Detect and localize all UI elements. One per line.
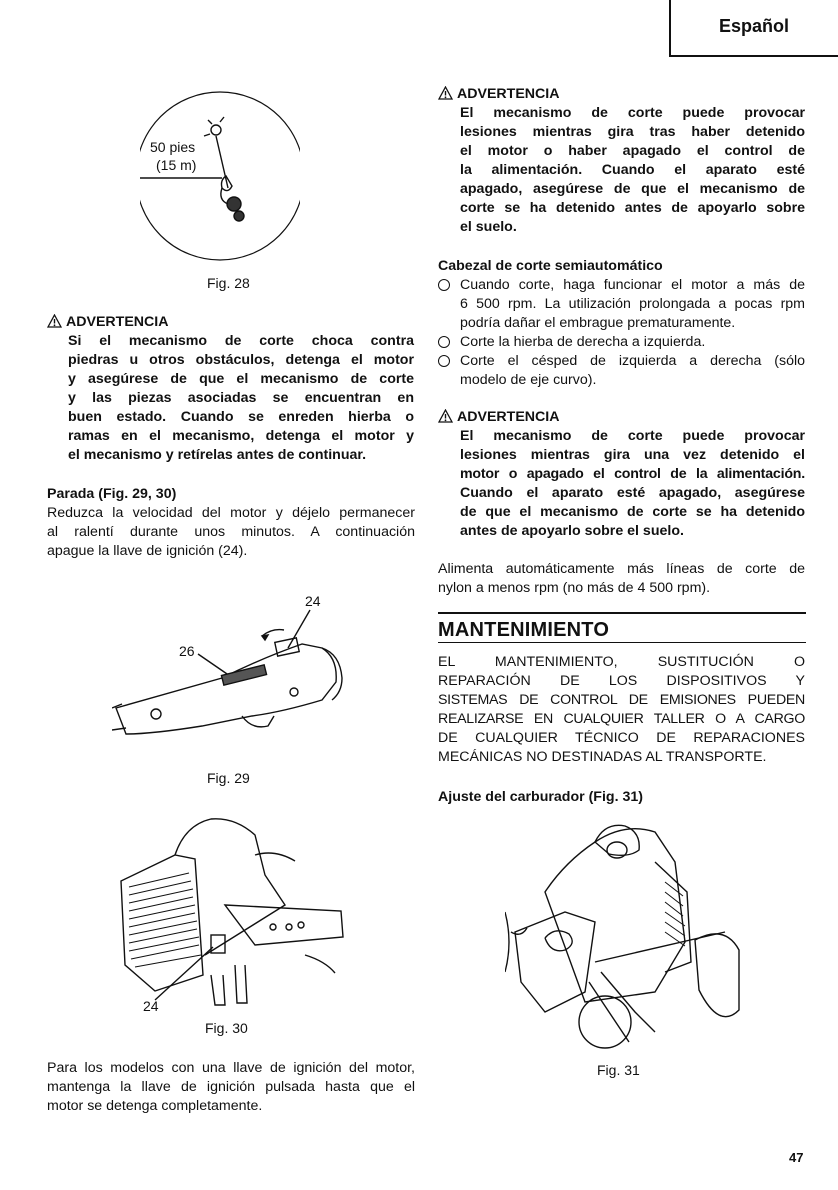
stop-body (47, 504, 415, 561)
warning1-line: ramas en el mecanismo, detenga el motor y (68, 428, 414, 444)
warning2-line: apagado, asegúrese de que el mecanismo de (460, 181, 805, 197)
warning3-line: El mecanismo de corte puede provocar (460, 428, 805, 444)
warning3-line: motor o apagado el control de la alimentación. (460, 466, 805, 482)
fig28-distance-m: (15 m) (156, 157, 197, 173)
fig30-caption: Fig. 30 (205, 1020, 248, 1036)
maintenance-line: SISTEMAS DE CONTROL DE EMISIONES PUEDEN (438, 692, 805, 708)
maintenance-title: MANTENIMIENTO (438, 619, 610, 641)
stop-line: al ralentí durante unos minutos. A continuación (47, 524, 415, 540)
maintenance-top-rule (438, 612, 806, 614)
bullet-circle-icon (438, 336, 450, 348)
warning3-line: antes de apoyarlo sobre el suelo. (460, 523, 684, 539)
warning3-heading-text: ADVERTENCIA (457, 409, 560, 425)
warning1-heading-text: ADVERTENCIA (66, 314, 169, 330)
warning1-line: Si el mecanismo de corte choca contra (68, 333, 414, 349)
fig31-caption: Fig. 31 (597, 1062, 640, 1078)
warning3-line: de que el mecanismo de corte se ha detenido (460, 504, 805, 520)
maintenance-line: MECÁNICAS NO DESTINADAS AL TRANSPORTE. (438, 749, 767, 765)
warning1-line: y las piezas asociadas se encuentran en (68, 390, 414, 406)
warning3-line: Cuando el aparato esté apagado, asegúrese (460, 485, 805, 501)
warning2-line: el motor o haber apagado el control de (460, 143, 805, 159)
fig30-callout-24: 24 (143, 998, 159, 1014)
feed-line: nylon a menos rpm (no más de 4 500 rpm). (438, 580, 711, 596)
language-tab (669, 0, 838, 57)
ignition-note (47, 1059, 415, 1116)
semi-auto-bullet (438, 352, 805, 390)
stop-heading: Parada (Fig. 29, 30) (47, 486, 177, 502)
warning1-line: el mecanismo y retírelas antes de continuar. (68, 447, 367, 463)
warning1-heading (47, 313, 168, 332)
warning3-body (460, 427, 805, 541)
bullet-circle-icon (438, 279, 450, 291)
page-number: 47 (789, 1150, 804, 1165)
fig29-illustration (112, 608, 352, 758)
fig29-callout-24: 24 (305, 593, 321, 609)
warning1-line: piedras u otros obstáculos, detenga el motor (68, 352, 414, 368)
maintenance-line: EL MANTENIMIENTO, SUSTITUCIÓN O (438, 654, 805, 670)
warning3-line: lesiones mientras gira una vez detenido el (460, 447, 805, 463)
semi-auto-heading: Cabezal de corte semiautomático (438, 258, 663, 274)
warning2-line: la alimentación. Cuando el aparato esté (460, 162, 805, 178)
fig28-illustration (140, 88, 300, 264)
semi-auto-bullet (438, 276, 805, 333)
warning2-line: corte se ha detenido antes de apoyarlo sobre (460, 200, 805, 216)
fig28-caption: Fig. 28 (207, 275, 250, 291)
semi-auto-list (438, 276, 805, 390)
fig29-caption: Fig. 29 (207, 770, 250, 786)
warning1-line: y asegúrese de que el mecanismo de corte (68, 371, 414, 387)
bullet-line: Cuando corte, haga funcionar el motor a más de (460, 277, 805, 293)
maintenance-line: REPARACIÓN DE LOS DISPOSITIVOS Y (438, 673, 805, 689)
bullet-circle-icon (438, 355, 450, 367)
fig29-callout-26: 26 (179, 643, 195, 659)
bullet-line: Corte el césped de izquierda a derecha (sólo (460, 353, 805, 369)
warning-triangle-icon (438, 409, 453, 423)
maintenance-bottom-rule (438, 642, 806, 643)
bullet-line: modelo de eje curvo). (460, 372, 597, 388)
warning1-line: buen estado. Cuando se enreden hierba o (68, 409, 414, 425)
warning-triangle-icon (47, 314, 62, 328)
warning1-body (68, 332, 414, 465)
warning2-heading (438, 85, 559, 104)
feed-note (438, 560, 805, 598)
ignition-line: motor se detenga completamente. (47, 1098, 263, 1114)
warning2-body (460, 104, 805, 237)
fig31-illustration (505, 822, 740, 1054)
stop-line: apague la llave de ignición (24). (47, 543, 248, 559)
fig28-distance-label (150, 138, 196, 174)
bullet-line: Corte la hierba de derecha a izquierda. (460, 334, 706, 350)
warning-triangle-icon (438, 86, 453, 100)
language-label: Español (719, 16, 790, 36)
warning2-line: El mecanismo de corte puede provocar (460, 105, 805, 121)
warning3-heading (438, 408, 559, 427)
stop-line: Reduzca la velocidad del motor y déjelo permanecer (47, 505, 415, 521)
carburetor-heading: Ajuste del carburador (Fig. 31) (438, 789, 643, 805)
bullet-line: 6 500 rpm. La utilización prolongada a pocas rpm (460, 296, 805, 312)
bullet-line: podría dañar el embrague prematuramente. (460, 315, 736, 331)
fig30-illustration (115, 815, 345, 1015)
warning2-line: el suelo. (460, 219, 517, 235)
warning2-line: lesiones mientras gira tras haber detenido (460, 124, 805, 140)
ignition-line: mantenga la llave de ignición pulsada hasta que el (47, 1079, 415, 1095)
ignition-line: Para los modelos con una llave de ignición del motor, (47, 1060, 415, 1076)
maintenance-body (438, 653, 805, 767)
fig28-distance-ft: 50 pies (150, 139, 196, 155)
maintenance-line: REALIZARSE EN CUALQUIER TALLER O A CARGO (438, 711, 805, 727)
warning2-heading-text: ADVERTENCIA (457, 86, 560, 102)
maintenance-line: DE CUALQUIER TÉCNICO DE REPARACIONES (438, 730, 805, 746)
semi-auto-bullet (438, 333, 805, 352)
feed-line: Alimenta automáticamente más líneas de corte de (438, 561, 805, 577)
